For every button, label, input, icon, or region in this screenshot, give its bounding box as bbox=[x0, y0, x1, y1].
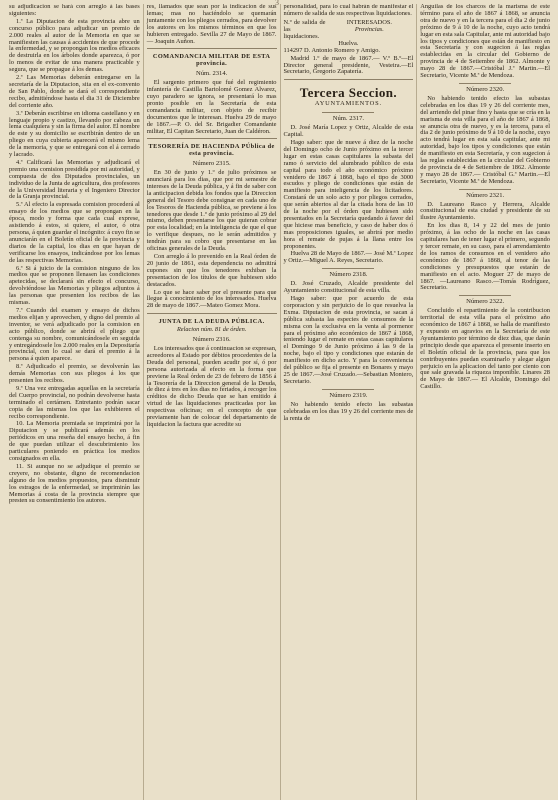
paragraph: 8.ª Adjudicado el premio, se devolverán las demás Memorias con sus pliegos á los que presenten los recibos. bbox=[9, 363, 140, 385]
column-1 bbox=[6, 4, 143, 800]
paragraph: 11. Si aunque no se adjudique el premio se creyere, no obstante, digno de recomendacion alguno de los medios propuestos, para disminuir los estragos de la enfermedad, se imprimirán las Memorias á costa de la provincia siempre que presten su consentimiento los autores. bbox=[9, 462, 140, 505]
paragraph: res, llamados que sean por la indicacion de sus lemas; mas no haciéndolo se quemarán juntamente con los pliegos cerrados, para devolver los autores en los mismos términos en que los hubieren entregado. Sevilla 27 de Mayo de 1867.— Joaquin Auñon. bbox=[146, 4, 277, 45]
notice-number: Número 2320. bbox=[466, 85, 505, 93]
divider bbox=[459, 83, 511, 84]
divider bbox=[147, 48, 277, 49]
paragraph: No habiendo tenido efecto las subastas celebradas en los dias 19 y 26 del corriente mes de la renta de bbox=[283, 400, 414, 422]
paragraph: Huelva 28 de Mayo de 1867.— José M.ª Lopez y Ortiz.—Miguel A. Reyes, Secretario. bbox=[283, 250, 414, 265]
divider bbox=[322, 112, 374, 113]
paragraph: su adjudicacion se hará con arreglo á las bases siguientes: bbox=[9, 4, 140, 17]
column-4 bbox=[416, 4, 553, 800]
divider bbox=[322, 389, 374, 390]
column-2 bbox=[143, 4, 280, 800]
paragraph: Lo que se hace saber por el presente para que llegue á conocimiento de los interesados. Huelva 28 de mayo de 1867.—Mateo Gomez Mora. bbox=[146, 288, 277, 310]
paragraph: 9.ª Una vez entregadas aquellas en la secretaría del Cuerpo provincial, no podrán devolverse hasta terminado el certámen. Entretanto podrán sacar copia de las mismas los que las exhibieren el recibo correspondiente. bbox=[9, 384, 140, 420]
divider bbox=[284, 79, 414, 80]
column-3 bbox=[280, 4, 417, 800]
paragraph: No habiendo tenido efecto las subastas celebradas en los dias 19 y 26 del corriente mes, del arriendo del pinar fino y hasta que se cría en la marisma de esta villa para el año de 1867 á 1868, se anuncia otra de nuevo, y es la tercera, para el dia 2 de junio próximo de 9 á 10 de la noche, cuyo acto tendrá lugar en esta sala capitular, ante mi autoridad, bajo los tipos y condiciones que están de manifiesto en esta Secretaría, y con sugecion á las reglas establecidas en la circular del Gobierno de provincia de 4 de Setiembre de 1862. Almonte y mayo 28 de 1867.— Cristóbal G.ª Martin.—El Secretario, Vicente M.ª de Mendoza. bbox=[420, 94, 550, 185]
notice-number: Núm. 2314. bbox=[195, 70, 228, 78]
paragraph: Madrid 1.º de mayo de 1867.— V.º B.º—El Director general presidente, Vesteira.—El Secretario, Gregorio Zapatería. bbox=[283, 54, 414, 76]
section-subheading: Relacion núm. 81 de órden. bbox=[176, 326, 247, 334]
section-subtitle: AYUNTAMIENTOS. bbox=[314, 100, 382, 108]
paragraph: Hago saber: que de nueve á diez de la noche del Domingo ocho de Junio próximo en la tercer lugar en estas casas capitulares la subasta del ramo ó servicio del alumbrado público de esta capital para todo el año económico próximo venidero de 1867 á 1868, bajo el tipo de 3000 escudos y pliego de condiciones que están de manifiesto para inteligencia de los licitadores. Constará de un solo acto y por pliegos cerrados, que serán abiertos al dar la citada hora de las 10 de la noche por el órden que hubiesen sido presentados en la Secretaría quedando á favor del que hiciese mas beneficio, y caso de haber dos ó mas proposiciones iguales, se abrirá por medio hora el remate de pujas á la llana entre los proponentes. bbox=[283, 138, 414, 250]
notice-number: Número 2318. bbox=[329, 271, 368, 279]
paragraph: Los interesados que á continuacion se expresan, acreedores al Estado por débitos procedentes de la Deuda del personal, pueden acudir por sí, ó por persona autorizada al efecto en la forma que previene la Real órden de 23 de febrero de 1856 á la Tesorería de la Direccion general de la Deuda, de diez á tres en los dias no feriados, á recoger los créditos de dicho Deuda que se han emitido á virtud de las liquidaciones practicadas por las respectivas oficinas; en el concepto de que previamente han de colocar del departamento de liquidacion la factura que acredite su bbox=[146, 344, 277, 428]
paragraph: D. José Cruzado, Alcalde presidente del Ayuntamiento constitucional de esta villa. bbox=[283, 280, 414, 295]
paragraph: Con arreglo á lo prevenido en la Real órden de 20 junio de 1861, esta dependencia no admitirá cupones sin que los tenedores exhiban la presentacion de los títulos de que hubiesen sido destacados. bbox=[146, 253, 277, 288]
notice-number: Número 2319. bbox=[329, 391, 368, 399]
section-heading: COMANDANCIA MILITAR DE ESTA provincia. bbox=[152, 53, 271, 68]
table-header-title: INTERESADOS. bbox=[346, 18, 393, 26]
table-header-sub: Provincias. bbox=[354, 25, 384, 33]
paragraph: 2.ª Las Memorias deberán entregarse en la secretaría de la Diputacion, sita en el ex-convento de San Pablo, donde se dará el correspondiente recibo, admitiéndose hasta el dia 31 de Diciembre del corriente año. bbox=[9, 74, 140, 109]
divider bbox=[459, 189, 511, 190]
columns bbox=[6, 4, 553, 800]
paragraph: Hago saber: que por acuerdo de esta corporacion y sin perjuicio de lo que resuelva la Exma. Diputacion de esta provincia, se sacan á pública subasta las especies de consumos de la misma con la exclusiva en la venta al pormenor para el próximo año económico de 1867 á 1868, teniendo lugar el remate en estas casas capitulares el Domingo 9 de Junio próximo á las 9 de la noche, bajo el tipo y condiciones que estarán de manifiesto en dicho acto. Y para la conveniencia del público se fija el presente en Bonares y mayo 25 de 1867.—José Cruzado.—Sebastian Montero, Secretario. bbox=[283, 295, 414, 385]
paragraph: personalidad, para lo cual habrán de manifestar el número de salida de sus respectivas liquidaciones. bbox=[283, 4, 414, 17]
paragraph: Concluido el repartimiento de la contribucion territorial de esta villa para el próximo año económico de 1867 á 1868, se halla de manifiesto y expuesto en agravios en la Secretaría de este Ayuntamiento por término de diez dias, que darán principio desde que aparezca el presente inserto en el Boletín oficial de la provincia, para que los contribuyentes puedan examinarlo y alegar algun perjuicio en la aplicacion del tanto por ciento con que sale gravada la riqueza imponible. Linares 28 de Mayo de 1867.— El Alcalde, Domingo del Castillo. bbox=[420, 307, 550, 391]
paragraph: D. José María Lopez y Ortiz, Alcalde de esta Capital. bbox=[283, 124, 414, 139]
paragraph: En 30 de junio y 1.º de julio próximos se anunciará para los dias, que por mi semestre de intereses de la Deuda pública, y á fin de saber con la anticipacion debida los fondos que la Direccion general del Tesoro debe consignar en cada uno de los Tesoros de Hacienda pública, se previene á los tenedores que desde 1.º de junio próximo al 29 del mismo, deben presentarse los que quieran cobrar por esta localidad; en la inteligencia de que el que lo verifique despues, no le serán admitidos y tendrán para su cobro que presentarse en las oficinas generales de la Deuda. bbox=[146, 169, 277, 253]
divider bbox=[322, 268, 374, 269]
section-title: Tercera Seccion. bbox=[299, 85, 398, 101]
table-header-left: N.º de salida de las liquidaciones. bbox=[283, 18, 326, 40]
page-number: 3 bbox=[275, 0, 279, 7]
section-heading: TESORERÍA DE HACIENDA PÚblica de esta provincia. bbox=[148, 143, 275, 158]
paragraph: 10. La Memoria premiada se imprimirá por la Diputacion y se publicará además en los periódicos en una reseña del ensayo hecho, á fin de que puedan utilizar el descubrimiento los particulares poniendo en práctica los medios consignados en ella. bbox=[9, 420, 140, 462]
notice-number: Núm. 2317. bbox=[332, 115, 365, 123]
paragraph: Anguilas de los charcos de la marisma de este término para el año de 1867 á 1868, se anuncia otra de nuevo y en la tercera para el dia 2 de junio próximo de 9 á 10 de la noche, cuyo acto tendrá lugar en esta sala Capitular, ante mi autoridad bajo los tipos y condiciones que están de manifiesto en esta Secretaría y con sugecion á las reglas establecidas en la circular del Gobierno de provincia de 4 de Setiembre de 1862. Almonte y mayo 28 de 1867.—Cristóbal J.ª Martin.—El Secretario, Vicente M.ª de Mendoza. bbox=[420, 4, 550, 80]
divider bbox=[147, 313, 277, 314]
paragraph: 4.ª Calificará las Memorias y adjudicará el premio una comision presidida por mi autoridad, y compuesta de dos Diputados provinciales, un individuo de la Junta de agricultura, dos profesores de la Universidad literaria y el Ingeniero Director de la Granja provincial. bbox=[9, 158, 140, 201]
section-heading: JUNTA DE LA DEUDA PÚBLICA. bbox=[158, 318, 265, 326]
table-row: 114297 D. Antonio Romero y Amigo. bbox=[283, 46, 381, 54]
paragraph: 6.ª Si á juicio de la comision ninguno de los medios que se proponen llenasen las condiciones apetecidas, se declarará sin efecto el concurso, devolviéndose las Memorias y pliegos adjuntos á las personas que presenten los recibos de las mismas. bbox=[9, 264, 140, 307]
paragraph: 1.ª La Diputacion de esta provincia abre un concurso público para adjudicar un premio de 2.000 reales al autor de la Memoria en que se manifiesten las causas á accidentes de que procede la enfermedad, y se propongan los medios eficaces de destruirla en los árboles donde aparezca, ó por lo menos de evitar de una manera practicable y segura, que se propague á los demas. bbox=[9, 17, 140, 74]
notice-number: Número 2322. bbox=[466, 298, 505, 306]
divider bbox=[147, 138, 277, 139]
paragraph: D. Laureano Rasco y Herrera, Alcalde constitucional de esta ciudad y presidente de su ilustre Ayuntamiento. bbox=[420, 200, 550, 222]
paragraph: 5.ª Al efecto la espresada comision procederá al ensayo de los medios que se propongan en la época, modo y forma que cada cual exprese, asistiendo á estos, si quiere, el autor, ó otra persona, á quien guardar el incógnito: á cuyo fin se anunciarán en el Boletín oficial de la provincia y diarios de la capital, los dias en que hayan de verificarse los ensayos, indicándose por los lemas de las respectivas Memorias. bbox=[9, 201, 140, 264]
notice-number: Número 2316. bbox=[192, 336, 231, 344]
divider bbox=[459, 295, 511, 296]
paragraph: 3.ª Deberán escribirse en idioma castellano y en lenguaje propio y castizo, llevando por cabeza un lema cualquiera y sin la firma del autor. El nombre de este y su domicilio se escribirán dentro de un pliego en cuya cubierta aparecerá el mismo lema de la memoria, y que se entregará con el á cerrado y lacrado. bbox=[9, 109, 140, 159]
paragraph: 7.ª Cuando del examen y ensayo de dichos medios elijan y aprovechen, y digno del premio al inventor, se verá adjudicado por la comision en acto público, donde se abrirá el pliego que contenga su nombre, comunicándosele en seguida y entregándosele los 2.000 reales en la Depositaría provincial, con lo cual se dará el premio á la persona á quien aparece. bbox=[9, 306, 140, 363]
notice-number: Número 2315. bbox=[192, 160, 231, 168]
table-header bbox=[284, 19, 414, 40]
notice-number: Número 2321. bbox=[466, 191, 505, 199]
paragraph: El sargento primero que fué del regimiento infantería de Castilla Bartolomé Gomez Alvarez, cuyo paradero se ignora, se presentará lo mas pronto posible en la Secretaría de esta comandancia militar, con objeto de recibir documentos que le interesan. Huelva 29 de mayo de 1867.—P. O. del Sr. Brigadier Comandante militar, El Capitan Secretario, Juan de Caldéron. bbox=[146, 79, 277, 135]
table-header-right bbox=[326, 19, 414, 40]
table-place: Huelva. bbox=[338, 39, 359, 47]
paragraph: En los dias 8, 14 y 22 del mes de junio próximo, á las ocho de la noche en las casas capitulares han de tener lugar el primero, segundo y tercer remate, en su caso, para el arrendamiento de los ramos de consumos en el venidero año económico de 1867 á 1868, al tenor de las condiciones y presupuestos que estarán de manifiesto en el acto. Moguer 27 de mayo de 1867. —Laureano Rasco.—Tomás Rodríguez, Secretario. bbox=[420, 222, 550, 292]
